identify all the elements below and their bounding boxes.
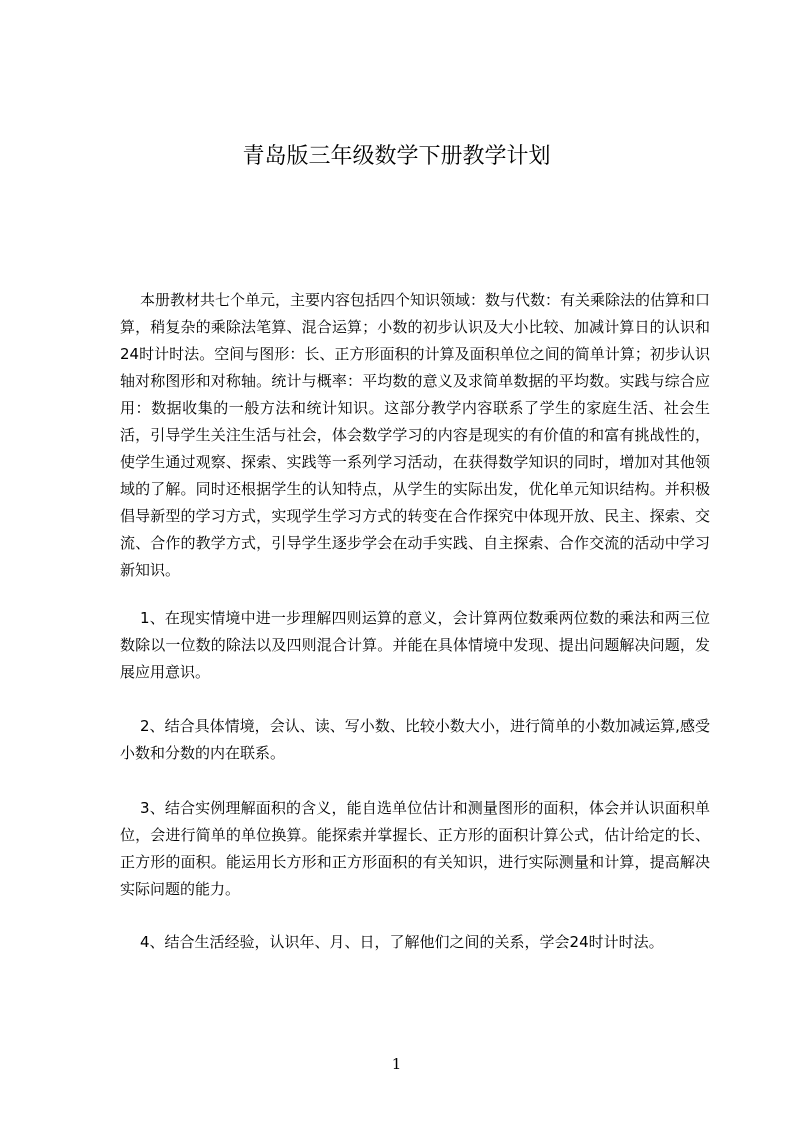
- document-title: 青岛版三年级数学下册教学计划: [242, 144, 551, 169]
- goal-paragraph-4: 4、结合生活经验，认识年、月、日，了解他们之间的关系，学会24时计时法。: [140, 933, 664, 951]
- goal-paragraph-2: 2、结合具体情境，会认、读、写小数、比较小数大小，进行简单的小数加减运算,感受小数和分数的内在联系。: [120, 717, 710, 762]
- goal-paragraph-1: 1、在现实情境中进一步理解四则运算的意义，会计算两位数乘两位数的乘法和两三位数除以一位数的除法以及四则混合计算。并能在具体情境中发现、提出问题解决问题，发展应用意识。: [120, 609, 710, 681]
- page-number: 1: [391, 1055, 402, 1073]
- goal-paragraph-3: 3、结合实例理解面积的含义，能自选单位估计和测量图形的面积，体会并认识面积单位，会进行简单的单位换算。能探索并掌握长、正方形的面积计算公式，估计给定的长、正方形的面积。能运用长方形和正方形面积的有关知识，进行实际测量和计算，提高解决实际问题的能力。: [120, 799, 710, 898]
- intro-paragraph: 本册教材共七个单元，主要内容包括四个知识领域：数与代数：有关乘除法的估算和口算，稍复杂的乘除法笔算、混合运算；小数的初步认识及大小比较、加减计算日的认识和24时计时法。空间与图形：长、正方形面积的计算及面积单位之间的简单计算；初步认识轴对称图形和对称轴。统计与概率：平均数的意义及求简单数据的平均数。实践与综合应用：数据收集的一般方法和统计知识。这部分教学内容联系了学生的家庭生活、社会生活，引导学生关注生活与社会，体会数学学习的内容是现实的有价值的和富有挑战性的，使学生通过观察、探索、实践等一系列学习活动，在获得数学知识的同时，增加对其他领域的了解。同时还根据学生的认知特点，从学生的实际出发，优化单元知识结构。并积极倡导新型的学习方式，实现学生学习方式的转变在合作探究中体现开放、民主、探索、交流、合作的教学方式，引导学生逐步学会在动手实践、自主探索、合作交流的活动中学习新知识。: [120, 291, 711, 579]
